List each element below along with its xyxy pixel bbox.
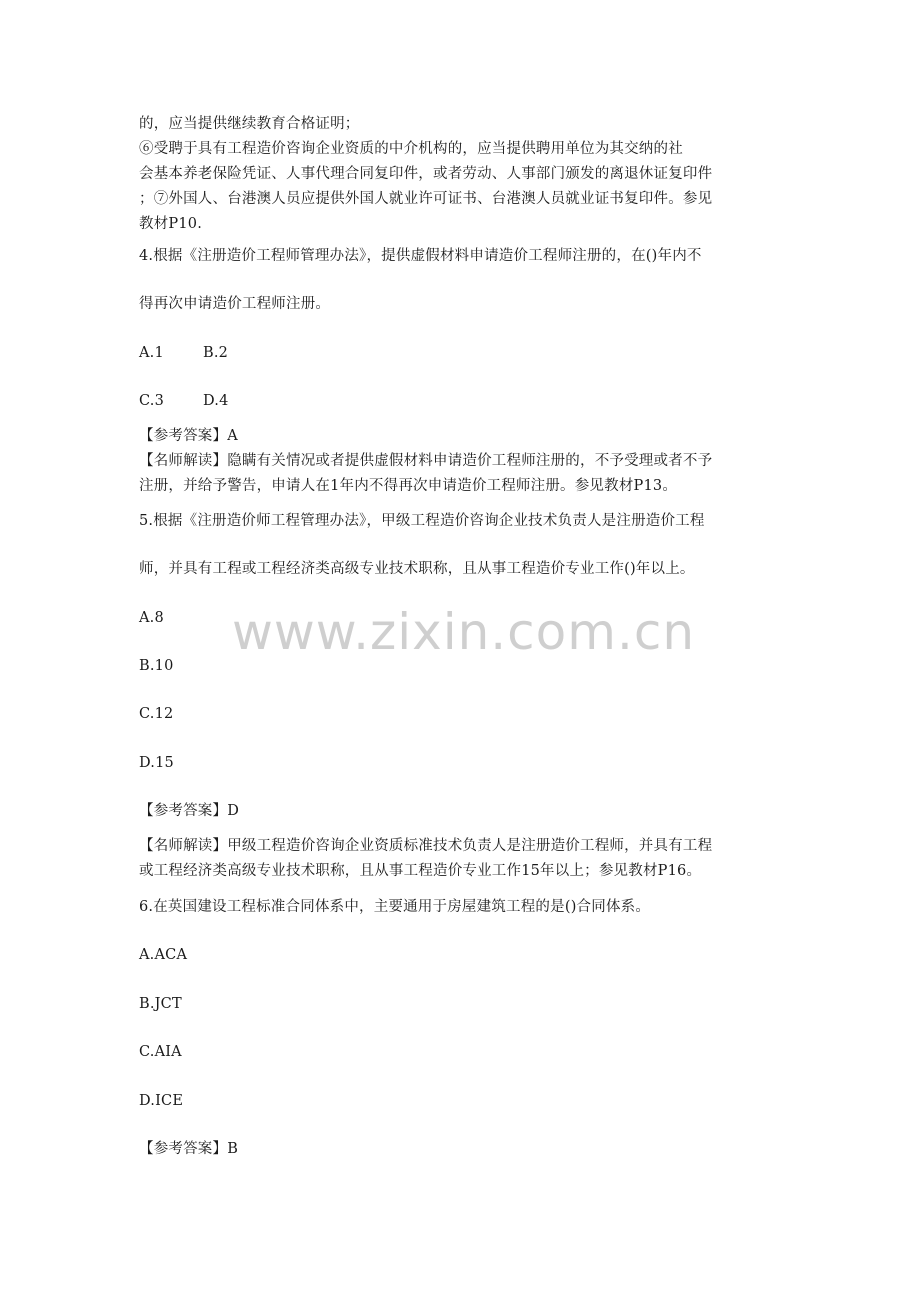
q4-options-row-1	[139, 343, 229, 363]
q4-explanation-line-1: 【名师解读】隐瞒有关情况或者提供虚假材料申请造价工程师注册的，不予受理或者不予	[139, 453, 713, 469]
q5-stem-line-1: 5.根据《注册造价师工程管理办法》，甲级工程造价咨询企业技术负责人是注册造价工程	[139, 513, 705, 529]
continuation-line-2: ⑥受聘于具有工程造价咨询企业资质的中介机构的，应当提供聘用单位为其交纳的社	[139, 141, 683, 157]
q6-option-b: B.JCT	[139, 996, 182, 1012]
q4-option-c: C.3	[139, 393, 165, 409]
q6-option-d: D.ICE	[139, 1093, 184, 1109]
continuation-line-4: ；⑦外国人、台港澳人员应提供外国人就业许可证书、台港澳人员就业证书复印件。参见	[139, 191, 713, 207]
q4-option-b: B.2	[203, 345, 229, 361]
q4-options-row-2	[139, 391, 229, 411]
q4-explanation-line-2: 注册，并给予警告，申请人在1年内不得再次申请造价工程师注册。参见教材P13。	[139, 478, 678, 494]
q6-option-a: A.ACA	[139, 947, 188, 963]
q5-explanation-line-2: 或工程经济类高级专业技术职称，且从事工程造价专业工作15年以上；参见教材P16。	[139, 863, 702, 879]
continuation-line-3: 会基本养老保险凭证、人事代理合同复印件，或者劳动、人事部门颁发的离退休证复印件	[139, 166, 713, 182]
q4-stem-line-2: 得再次申请造价工程师注册。	[139, 296, 331, 312]
q4-option-d: D.4	[203, 393, 229, 409]
q5-explanation-line-1: 【名师解读】甲级工程造价咨询企业资质标准技术负责人是注册造价工程师，并具有工程	[139, 838, 713, 854]
q4-stem-line-1: 4.根据《注册造价工程师管理办法》，提供虚假材料申请造价工程师注册的，在()年内不	[139, 248, 702, 264]
q4-option-a: A.1	[139, 345, 164, 361]
q6-stem-line-1: 6.在英国建设工程标准合同体系中，主要通用于房屋建筑工程的是()合同体系。	[139, 899, 651, 915]
q4-answer: 【参考答案】A	[139, 428, 238, 444]
site-watermark: www.zixin.com.cn	[232, 603, 696, 661]
continuation-line-1: 的，应当提供继续教育合格证明；	[139, 116, 360, 132]
q6-option-c: C.AIA	[139, 1044, 182, 1060]
q5-option-d: D.15	[139, 755, 174, 771]
q6-answer: 【参考答案】B	[139, 1141, 239, 1157]
q5-option-a: A.8	[139, 610, 164, 626]
q5-option-b: B.10	[139, 658, 174, 674]
q5-stem-line-2: 师，并具有工程或工程经济类高级专业技术职称，且从事工程造价专业工作()年以上。	[139, 561, 695, 577]
q5-answer: 【参考答案】D	[139, 803, 240, 819]
q5-option-c: C.12	[139, 706, 174, 722]
continuation-line-5: 教材P10.	[139, 216, 203, 232]
